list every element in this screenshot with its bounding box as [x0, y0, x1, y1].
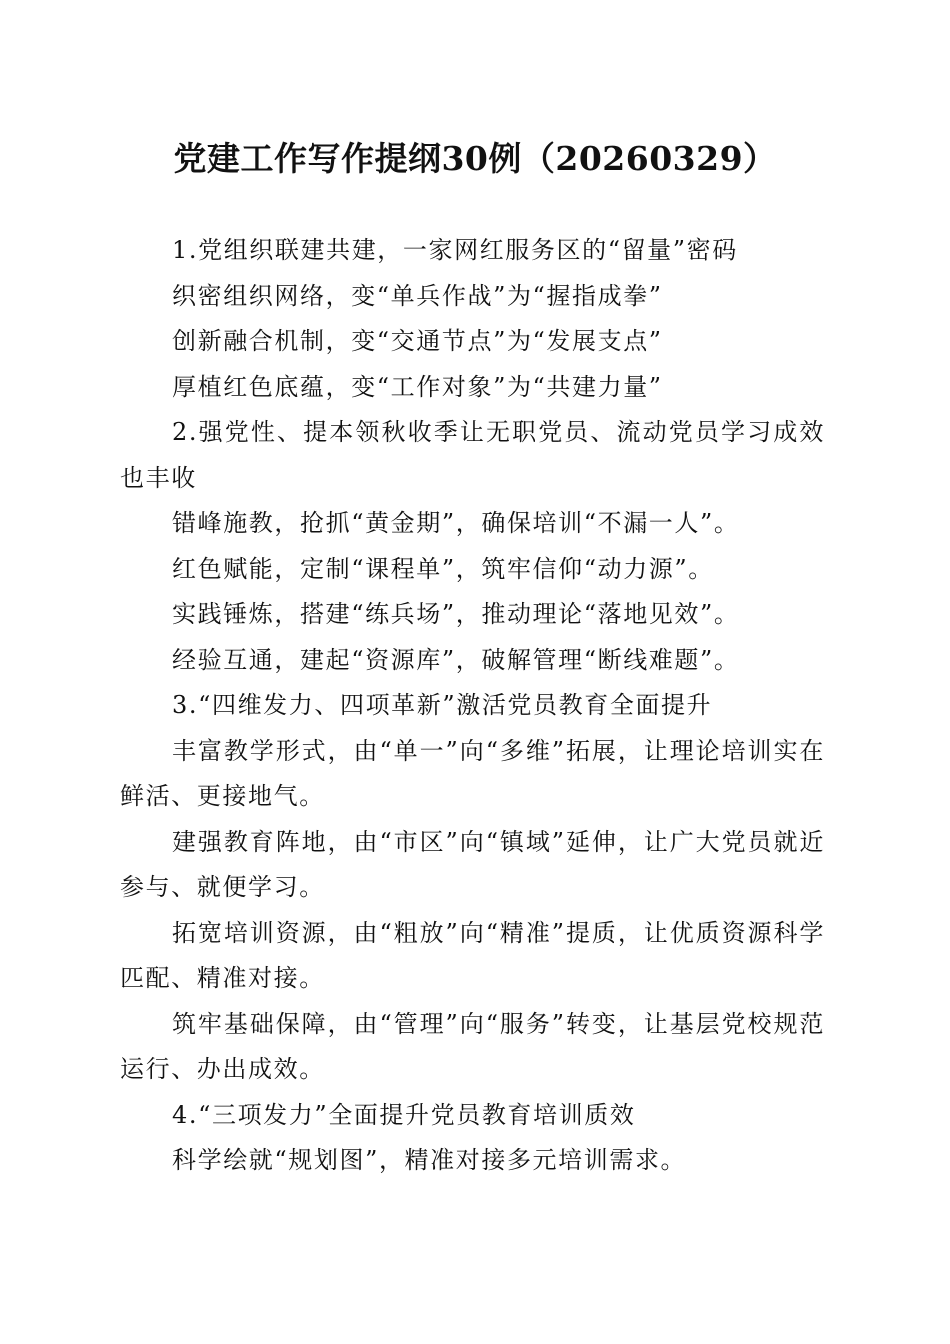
paragraph-13: 拓宽培训资源，由“粗放”向“精准”提质，让优质资源科学匹配、精准对接。 [120, 918, 825, 992]
paragraph-3: 创新融合机制，变“交通节点”为“发展支点” [172, 327, 663, 355]
paragraph-15: 4.“三项发力”全面提升党员教育培训质效 [172, 1100, 636, 1129]
document-title: 党建工作写作提纲30例（20260329） [173, 139, 777, 178]
paragraph-8: 实践锤炼，搭建“练兵场”，推动理论“落地见效”。 [172, 600, 740, 628]
paragraph-14: 筑牢基础保障，由“管理”向“服务”转变，让基层党校规范运行、办出成效。 [120, 1009, 825, 1083]
paragraph-11: 丰富教学形式，由“单一”向“多维”拓展，让理论培训实在鲜活、更接地气。 [120, 736, 825, 810]
paragraph-4: 厚植红色底蕴，变“工作对象”为“共建力量” [172, 372, 663, 401]
paragraph-16: 科学绘就“规划图”，精准对接多元培训需求。 [172, 1146, 687, 1174]
paragraph-12: 建强教育阵地，由“市区”向“镇域”延伸，让广大党员就近参与、就便学习。 [120, 827, 825, 901]
paragraph-6: 错峰施教，抢抓“黄金期”，确保培训“不漏一人”。 [172, 509, 740, 537]
document-body [120, 228, 825, 1184]
paragraph-10: 3.“四维发力、四项革新”激活党员教育全面提升 [172, 691, 713, 719]
paragraph-2: 织密组织网络，变“单兵作战”为“握指成拳” [172, 281, 663, 310]
paragraph-9: 经验互通，建起“资源库”，破解管理“断线难题”。 [172, 645, 740, 674]
paragraph-5: 2.强党性、提本领秋收季让无职党员、流动党员学习成效也丰收 [120, 418, 825, 492]
paragraph-7: 红色赋能，定制“课程单”，筑牢信仰“动力源”。 [172, 554, 714, 583]
paragraph-1: 1.党组织联建共建，一家网红服务区的“留量”密码 [172, 236, 738, 264]
